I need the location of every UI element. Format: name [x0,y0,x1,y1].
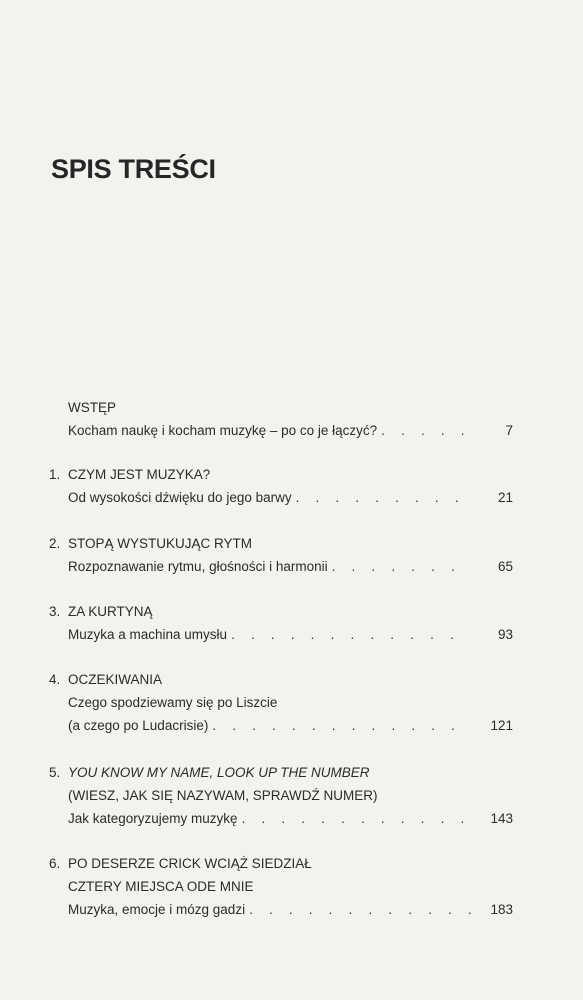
toc-subtitle-leader [68,486,471,509]
page-title: SPIS TREŚCI [51,154,216,184]
chapter-number: 2. [49,536,61,551]
toc-heading: WSTĘP [68,400,117,415]
chapter-number: 1. [49,467,61,482]
toc-heading: CZYM JEST MUZYKA? [68,467,211,482]
chapter-number: 6. [49,856,61,871]
toc-page-number: 143 [490,811,513,826]
toc-subtitle-leader [68,807,471,830]
toc-subtitle: (a czego po Ludacrisie) [68,718,209,733]
dot-leader [231,623,471,646]
dot-leader [296,486,471,509]
toc-page-number: 121 [490,718,513,733]
toc-heading: ZA KURTYNĄ [68,604,153,619]
toc-subtitle-line: Czego spodziewamy się po Liszcie [68,695,278,710]
chapter-number: 4. [49,672,61,687]
dot-leader [242,807,471,830]
toc-subtitle-leader [68,898,471,921]
toc-page-number: 183 [490,902,513,917]
dot-leader [212,714,471,737]
dot-leader [381,419,471,442]
toc-subtitle: Od wysokości dźwięku do jego barwy [68,490,292,505]
toc-subtitle: Rozpoznawanie rytmu, głośności i harmonii [68,559,328,574]
toc-heading: OCZEKIWANIA [68,672,163,687]
dot-leader [249,898,471,921]
dot-leader [332,555,471,578]
toc-subtitle-leader [68,714,471,737]
toc-subtitle-leader [68,623,471,646]
toc-subtitle-leader [68,419,471,442]
chapter-number: 5. [49,765,61,780]
toc-heading-line-2: (WIESZ, JAK SIĘ NAZYWAM, SPRAWDŹ NUMER) [68,788,378,803]
toc-page-number: 93 [497,627,513,642]
toc-subtitle: Muzyka, emocje i mózg gadzi [68,902,246,917]
toc-heading: PO DESERZE CRICK WCIĄŻ SIEDZIAŁ [68,856,312,871]
toc-subtitle: Muzyka a machina umysłu [68,627,228,642]
toc-subtitle-leader [68,555,471,578]
toc-page-number: 65 [497,559,513,574]
toc-subtitle: Jak kategoryzujemy muzykę [68,811,238,826]
toc-subtitle: Kocham naukę i kocham muzykę – po co je łączyć? [68,423,378,438]
chapter-number: 3. [49,604,61,619]
toc-heading: STOPĄ WYSTUKUJĄC RYTM [68,536,253,551]
toc-page-number: 7 [505,423,513,438]
toc-heading: YOU KNOW MY NAME, LOOK UP THE NUMBER [68,765,370,780]
toc-page-number: 21 [497,490,513,505]
toc-heading-line-2: CZTERY MIEJSCA ODE MNIE [68,879,254,894]
